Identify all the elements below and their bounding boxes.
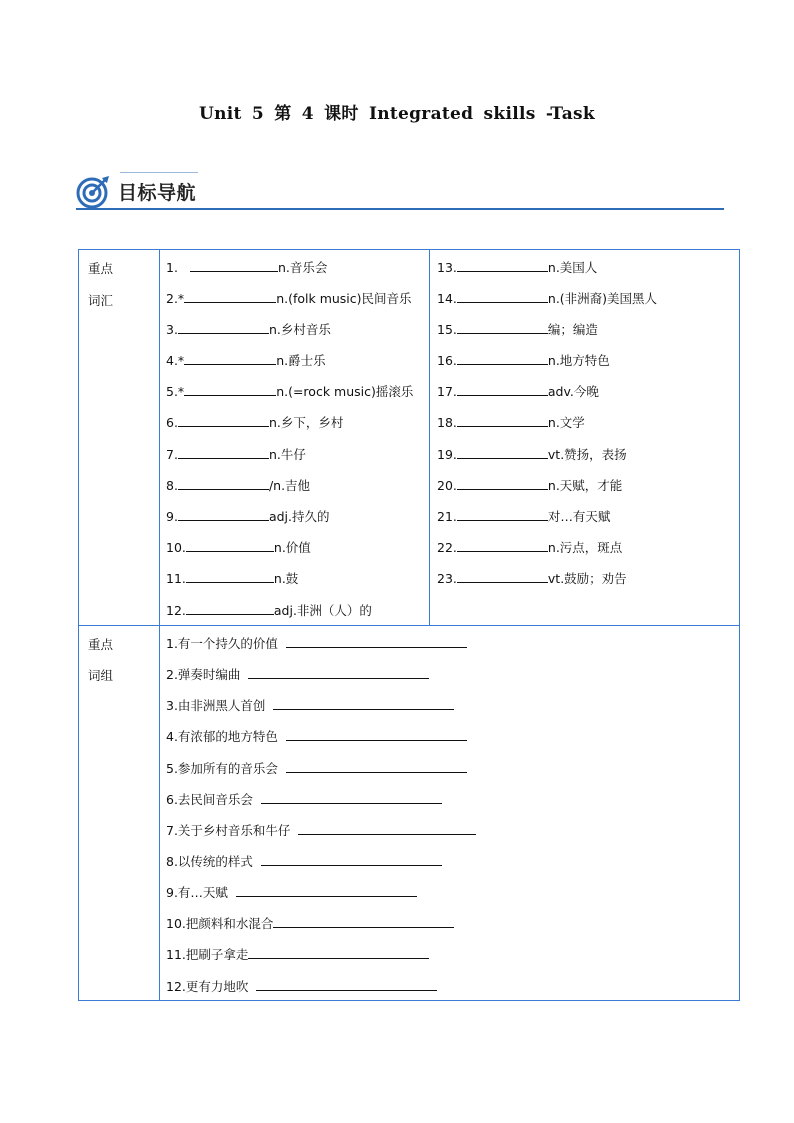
answer-blank[interactable] [178,414,269,427]
target-arrow-icon [76,175,110,209]
item-text: n.文学 [547,415,585,430]
item-text: n.天赋，才能 [547,478,623,493]
answer-blank[interactable] [457,508,548,521]
item-text: n.(folk music)民间音乐 [276,291,412,306]
header-accent-line [120,172,198,173]
section-header [76,170,724,212]
answer-blank[interactable] [184,352,276,365]
item-number: 21. [437,509,457,524]
phrase-text: 5.参加所有的音乐会 [166,761,278,776]
answer-blank[interactable] [184,290,276,303]
item-text: /n.吉他 [268,478,311,493]
phrase-text: 4.有浓郁的地方特色 [166,729,278,744]
vocab-item [166,539,311,555]
vocab-item [437,352,610,368]
phrase-text: 9.有…天赋 [166,885,228,900]
section-heading: 目标导航 [118,182,197,204]
vocab-label-line2: 词汇 [88,293,114,308]
vocab-item [166,570,298,586]
header-underline [76,208,724,210]
item-number: 10. [166,540,186,555]
item-number: 11. [166,571,186,586]
item-number: 1. [166,260,178,275]
item-text: n.(非洲裔)美国黑人 [547,291,658,306]
answer-blank[interactable] [457,383,548,396]
item-number: 9. [166,509,178,524]
item-text: 编；编造 [547,322,598,337]
vocab-label-line1: 重点 [88,261,114,276]
answer-blank[interactable] [186,539,274,552]
item-text: n.价值 [273,540,311,555]
item-number: 19. [437,447,457,462]
answer-blank[interactable] [457,477,548,490]
phrases-label-line2: 词组 [88,668,114,683]
item-number: 20. [437,478,457,493]
vocab-item [437,321,598,337]
item-number: 4.* [166,353,185,368]
vocab-item [166,602,372,618]
answer-blank[interactable] [286,728,467,741]
item-number: 3. [166,322,178,337]
phrase-item [166,697,454,713]
answer-blank[interactable] [457,414,548,427]
vocab-item [437,570,627,586]
phrase-text: 2.弹奏时编曲 [166,667,241,682]
phrase-text: 11.把刷子拿走 [166,947,249,962]
phrase-item [166,791,442,807]
answer-blank[interactable] [190,259,278,272]
answer-blank[interactable] [248,946,429,959]
item-text: n.美国人 [547,260,598,275]
vocab-item [437,383,599,399]
row-divider [78,625,740,626]
item-number: 23. [437,571,457,586]
vocab-item [437,539,622,555]
item-text: adj.非洲（人）的 [273,603,372,618]
answer-blank[interactable] [273,915,454,928]
answer-blank[interactable] [178,508,269,521]
item-number: 22. [437,540,457,555]
item-number: 7. [166,447,178,462]
phrase-item [166,853,442,869]
vocab-item [166,352,326,368]
phrase-item [166,978,437,994]
phrase-text: 7.关于乡村音乐和牛仔 [166,823,291,838]
answer-blank[interactable] [457,539,548,552]
item-text: n.(=rock music)摇滚乐 [276,384,414,399]
vocab-item [437,477,622,493]
item-number: 18. [437,415,457,430]
phrase-item [166,760,467,776]
item-number: 12. [166,603,186,618]
item-text: n.鼓 [273,571,299,586]
item-text: vt.鼓励；劝告 [547,571,627,586]
answer-blank[interactable] [457,290,548,303]
answer-blank[interactable] [261,853,442,866]
vocab-item [166,414,343,430]
answer-blank[interactable] [286,635,467,648]
item-number: 16. [437,353,457,368]
item-number: 6. [166,415,178,430]
item-text: n.音乐会 [277,260,328,275]
phrase-text: 1.有一个持久的价值 [166,636,278,651]
answer-blank[interactable] [186,602,274,615]
vocab-column-divider [429,249,430,625]
item-text: n.爵士乐 [276,353,326,368]
phrase-text: 6.去民间音乐会 [166,792,253,807]
answer-blank[interactable] [457,446,548,459]
answer-blank[interactable] [236,884,417,897]
answer-blank[interactable] [178,477,269,490]
phrase-item [166,822,476,838]
answer-blank[interactable] [457,352,548,365]
item-text: 对…有天赋 [547,509,611,524]
vocab-item [166,290,412,306]
answer-blank[interactable] [186,570,274,583]
item-number: 8. [166,478,178,493]
answer-blank[interactable] [298,822,476,835]
phrase-item [166,635,467,651]
item-text: n.地方特色 [547,353,610,368]
answer-blank[interactable] [273,697,454,710]
item-number: 17. [437,384,457,399]
vocab-item [166,383,413,399]
item-number: 2.* [166,291,185,306]
answer-blank[interactable] [256,978,437,991]
vocab-item [166,259,327,275]
phrase-text: 3.由非洲黑人首创 [166,698,266,713]
item-text: n.乡村音乐 [268,322,331,337]
vocab-item [437,290,657,306]
phrase-item [166,915,454,931]
vocab-item [437,508,610,524]
phrase-item [166,666,429,682]
answer-blank[interactable] [457,321,548,334]
vocab-item [166,321,331,337]
vocab-item [437,259,597,275]
answer-blank[interactable] [178,446,269,459]
item-number: 15. [437,322,457,337]
item-text: adv.今晚 [547,384,599,399]
phrase-text: 8.以传统的样式 [166,854,253,869]
vocab-item [166,477,310,493]
vocab-item [437,446,627,462]
answer-blank[interactable] [178,321,269,334]
phrase-item [166,728,467,744]
item-text: n.污点，斑点 [547,540,623,555]
phrase-item [166,946,429,962]
answer-blank[interactable] [286,760,467,773]
answer-blank[interactable] [248,666,429,679]
vocab-item [166,508,329,524]
item-number: 13. [437,260,457,275]
phrases-label-line1: 重点 [88,637,114,652]
answer-blank[interactable] [184,383,276,396]
item-number: 14. [437,291,457,306]
phrase-item [166,884,417,900]
vocab-item [437,414,585,430]
phrase-text: 12.更有力地吹 [166,979,249,994]
answer-blank[interactable] [457,259,548,272]
item-text: n.牛仔 [268,447,306,462]
page-title: Unit 5 第 4 课时 Integrated skills -Task [199,104,595,124]
item-text: vt.赞扬，表扬 [547,447,627,462]
phrase-text: 10.把颜料和水混合 [166,916,274,931]
item-text: n.乡下，乡村 [268,415,344,430]
vocab-item [166,446,306,462]
answer-blank[interactable] [457,570,548,583]
answer-blank[interactable] [261,791,442,804]
item-number: 5.* [166,384,185,399]
item-text: adj.持久的 [268,509,330,524]
